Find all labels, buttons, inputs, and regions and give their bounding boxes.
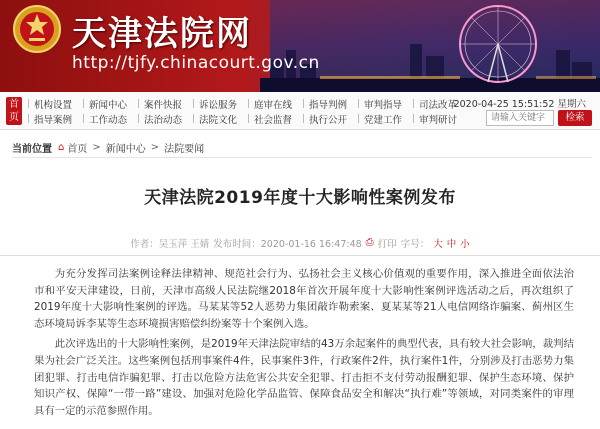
breadcrumb-item-court-news[interactable]: 法院要闻 — [164, 144, 205, 155]
nav-item-anjian[interactable]: 案件快报 — [138, 97, 193, 111]
nav-grid — [28, 96, 468, 126]
nav-item-sifa-gaige[interactable]: 司法改革 — [413, 97, 468, 111]
nav-item-jigou[interactable]: 机构设置 — [28, 97, 83, 111]
article-paragraph-2: 此次评选出的十大影响性案例，是2019年天津法院审结的43万余起案件的典型代表，具有较大社会影响，裁判结果为社会广泛关注。这些案例包括刑事案件4件，民事案件3件，行政案件2件，执行案件1件，分别涉及打击恶势力集团犯罪、打击电信诈骗犯罪、打击以危险方法危害公共安全犯罪、打击拒不支付劳动报酬犯罪、保护生态环境、保护知识产权、保障“一带一路”建设、加强对危险化学品监管、保障食品安全和解决“执行难”等领域，对同类案件的审理具有一定的示范参照作用。 — [34, 338, 574, 417]
nav-item-zhixing[interactable]: 执行公开 — [303, 112, 358, 126]
breadcrumb-label: 当前位置 — [12, 144, 52, 155]
article-meta — [0, 230, 600, 256]
nav-item-panli[interactable]: 指导判例 — [303, 97, 358, 111]
current-datetime: 2020-04-25 15:51:52 星期六 — [453, 99, 586, 110]
search-input[interactable] — [486, 110, 554, 126]
breadcrumb-item-news[interactable]: 新闻中心 — [105, 144, 146, 155]
nav-item-yantao[interactable]: 审判研讨 — [413, 112, 468, 126]
home-icon: ⌂ — [58, 142, 65, 153]
nav-item-xinwen[interactable]: 新闻中心 — [83, 97, 138, 111]
nav-item-shenpan-zhidao[interactable]: 审判指导 — [358, 97, 413, 111]
print-link[interactable]: 打印 — [377, 238, 397, 250]
article-author: 作者：吴玉萍 王婧 — [130, 238, 210, 250]
font-size-large[interactable]: 大 — [433, 238, 443, 250]
site-title: 天津法院网 — [72, 14, 252, 54]
court-emblem-icon — [12, 4, 62, 54]
font-size-medium[interactable]: 中 — [446, 238, 457, 250]
article-publish-time: 发布时间：2020-01-16 16:47:48 — [213, 238, 362, 250]
nav-item-zhidao-anli[interactable]: 指导案例 — [28, 112, 83, 126]
search-button[interactable]: 检索 — [558, 110, 592, 126]
city-skyline-image — [260, 0, 600, 92]
site-url: http://tjfy.chinacourt.gov.cn — [72, 53, 320, 73]
nav-item-wenhua[interactable]: 法院文化 — [193, 112, 248, 126]
site-banner — [0, 0, 600, 92]
breadcrumb-separator-icon: > — [92, 142, 101, 153]
nav-item-dangjian[interactable]: 党建工作 — [358, 112, 413, 126]
breadcrumb-separator-icon: > — [150, 142, 160, 153]
nav-item-susong[interactable]: 诉讼服务 — [193, 97, 248, 111]
main-navigation — [0, 92, 600, 130]
breadcrumb-item-home[interactable]: 首页 — [67, 144, 88, 155]
nav-row-2 — [28, 111, 468, 126]
font-size-small[interactable]: 小 — [460, 238, 470, 250]
nav-row-1 — [28, 96, 468, 111]
nav-home-button[interactable]: 首页 — [6, 97, 22, 125]
nav-item-tingshen[interactable]: 庭审在线 — [248, 97, 303, 111]
nav-item-jiandu[interactable]: 社会监督 — [248, 112, 303, 126]
article-title: 天津法院2019年度十大影响性案例发布 — [144, 188, 456, 208]
breadcrumb — [12, 138, 592, 158]
nav-item-gongzuo[interactable]: 工作动态 — [83, 112, 138, 126]
article-paragraph-1: 为充分发挥司法案例诠释法律精神、规范社会行为、弘扬社会主义核心价值观的重要作用，深入推进全面依法治市和平安天津建设，日前，天津市高级人民法院继2018年首次开展年度十大影响性案例评选活动之后，再次组织了2019年度十大影响性案例的评选。马某某等52人恶势力集团敲诈勒索案、夏某某等21人电信网络诈骗案、蓟州区生态环境局诉李某等生态环境损害赔偿纠纷案等十个案例入选。 — [34, 268, 574, 330]
article-body — [34, 266, 574, 423]
nav-item-fazhi[interactable]: 法治动态 — [138, 112, 193, 126]
print-icon[interactable]: ⎙ — [365, 237, 374, 248]
font-size-label: 字号： — [400, 238, 430, 250]
